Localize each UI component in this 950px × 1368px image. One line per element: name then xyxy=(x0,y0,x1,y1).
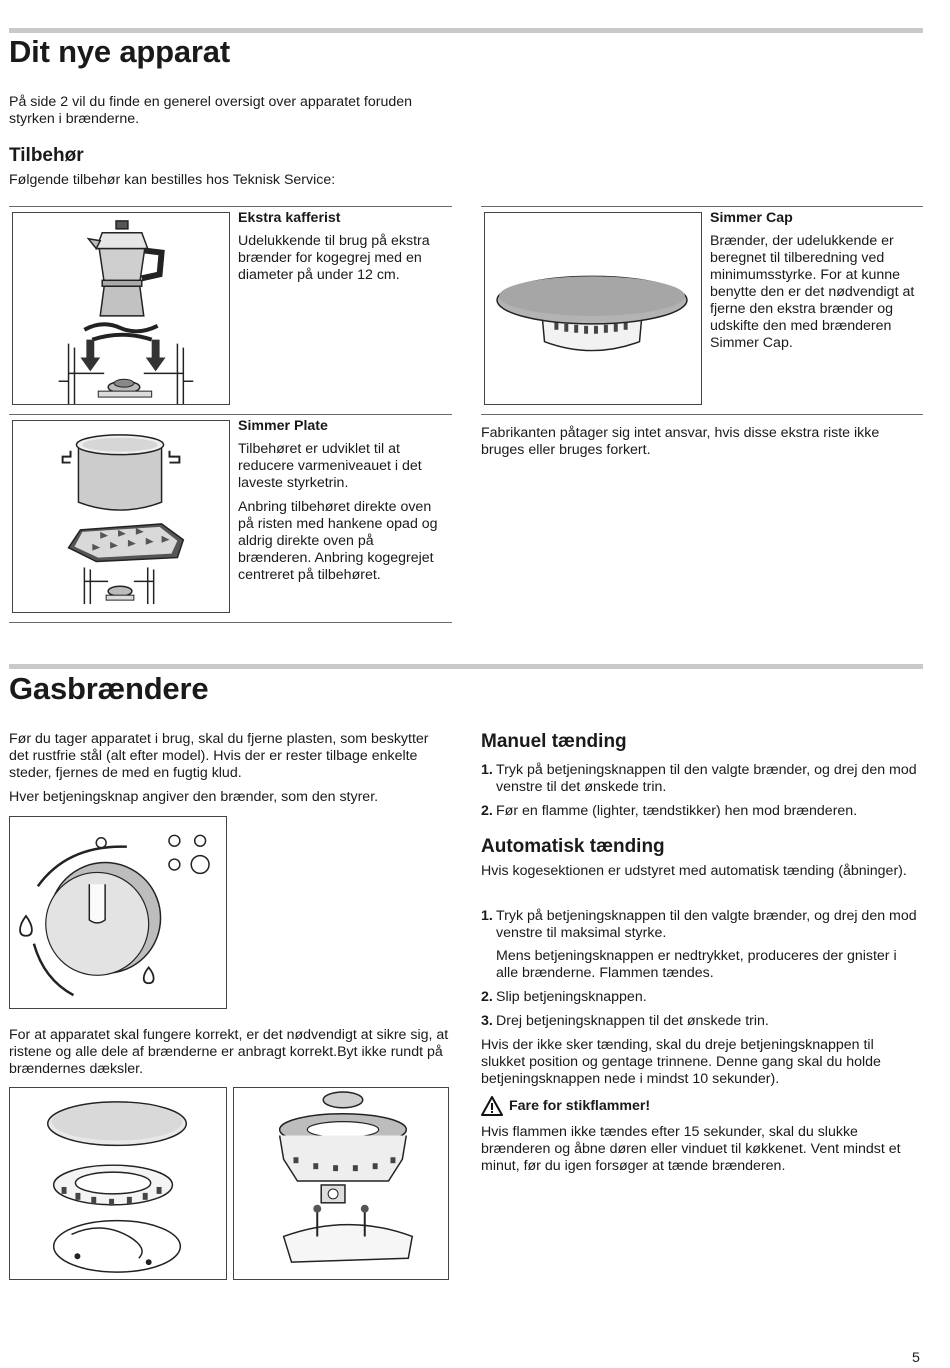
accessory-text-simmer-plate: Tilbehøret er udviklet til at reducere varmeniveauet i det laveste styrketrin. xyxy=(238,441,422,491)
disclaimer-paragraph: Fabrikanten påtager sig intet ansvar, hvis disse ekstra riste ikke bruges eller bruges forkert. xyxy=(481,425,880,458)
accessory-text-simmer-plate-placement: Anbring tilbehøret direkte oven på risten med hankene opad og aldrig direkte oven på brænderen. Anbring kogegrejet centreret på tilbehøret. xyxy=(238,499,438,583)
intro-paragraph: På side 2 vil du finde en generel oversigt over apparatet foruden styrken i brænderne. xyxy=(9,94,413,127)
accessory-divider xyxy=(481,414,923,415)
automatic-ignition-heading: Automatisk tænding xyxy=(481,836,665,857)
step-number: 1. xyxy=(481,762,493,778)
simmer-plate-drawing xyxy=(13,421,229,612)
burner-cap-illustration xyxy=(233,1087,449,1280)
step-number: 3. xyxy=(481,1013,493,1029)
step-item xyxy=(481,989,921,1006)
burner-assembly-illustration xyxy=(9,1087,227,1280)
control-knob-drawing xyxy=(10,817,226,1008)
accessory-text-coffee-grate: Udelukkende til brug på ekstra brænder for kogegrej med en diameter på under 12 cm. xyxy=(238,233,430,283)
simmer-cap-drawing xyxy=(485,213,701,404)
accessories-intro: Følgende tilbehør kan bestilles hos Teknisk Service: xyxy=(9,172,336,188)
accessory-divider xyxy=(9,206,452,207)
accessory-text-simmer-cap: Brænder, der udelukkende er beregnet til tilberedning ved minimumsstyrke. For at kunne benytte den er det nødvendigt at fjerne den ekstra brænder og udskifte den med brænderen Simmer Cap. xyxy=(710,233,915,351)
step-number: 1. xyxy=(481,908,493,924)
page-number: 5 xyxy=(912,1350,920,1366)
knob-indicator-paragraph: Hver betjeningsknap angiver den brænder, som den styrer. xyxy=(9,789,379,805)
coffee-grate-illustration xyxy=(12,212,230,405)
warning-heading xyxy=(481,1096,650,1116)
accessory-divider xyxy=(481,206,923,207)
page-title: Dit nye apparat xyxy=(9,34,230,69)
manual-ignition-heading: Manuel tænding xyxy=(481,731,627,752)
coffee-grate-drawing xyxy=(13,213,229,404)
warning-text: Hvis flammen ikke tændes efter 15 sekunder, skal du slukke brænderen og åbne døren eller vinduet til køkkenet. Vent mindst et minut, før du igen forsøger at tænde brænderen. xyxy=(481,1124,901,1174)
burner-cap-drawing xyxy=(234,1088,448,1279)
control-knob-illustration xyxy=(9,816,227,1009)
step-extra-text: Mens betjeningsknappen er nedtrykket, produceres der gnister i alle brænderne. Flammen tændes. xyxy=(496,948,897,981)
step-item xyxy=(481,762,921,796)
accessory-name-simmer-cap: Simmer Cap xyxy=(710,210,793,226)
burner-assembly-drawing xyxy=(10,1088,226,1279)
plastic-removal-paragraph: Før du tager apparatet i brug, skal du fjerne plasten, som beskytter det rustfrie stål (alt efter model). Hvis der er rester tilbage enkelte steder, fjernes de med en fugtig klud. xyxy=(9,731,429,781)
accessory-name-coffee-grate: Ekstra kafferist xyxy=(238,210,341,226)
step-text: Slip betjeningsknappen. xyxy=(496,989,647,1005)
retry-paragraph: Hvis der ikke sker tænding, skal du dreje betjeningsknappen til slukket position og gentage trinnene. Denne gang skal du holde betjeningsknappen nede i mindst 10 sekunder). xyxy=(481,1037,881,1087)
simmer-plate-illustration xyxy=(12,420,230,613)
step-number: 2. xyxy=(481,803,493,819)
step-number: 2. xyxy=(481,989,493,1005)
section-rule xyxy=(9,664,923,669)
automatic-ignition-steps xyxy=(481,908,921,1037)
correct-assembly-paragraph: For at apparatet skal fungere korrekt, er det nødvendigt at sikre sig, at ristene og alle dele af brænderne er anbragt korrekt.Byt ikke rundt på brændernes dæksler. xyxy=(9,1027,449,1077)
section-title: Gasbrændere xyxy=(9,671,209,706)
step-item xyxy=(481,908,921,982)
step-text: Drej betjeningsknappen til det ønskede trin. xyxy=(496,1013,769,1029)
step-text: Tryk på betjeningsknappen til den valgte brænder, og drej den mod venstre til det ønskede trin. xyxy=(496,762,917,795)
step-item xyxy=(481,1013,921,1030)
accessories-bottom-rule xyxy=(9,622,452,623)
manual-ignition-steps xyxy=(481,762,921,827)
simmer-cap-illustration xyxy=(484,212,702,405)
warning-triangle-icon xyxy=(481,1096,503,1116)
accessory-name-simmer-plate: Simmer Plate xyxy=(238,418,328,434)
step-item xyxy=(481,803,921,820)
accessories-heading: Tilbehør xyxy=(9,145,84,166)
step-text: Tryk på betjeningsknappen til den valgte brænder, og drej den mod venstre til maksimal styrke. xyxy=(496,908,917,941)
warning-title: Fare for stikflammer! xyxy=(509,1098,651,1114)
accessory-divider xyxy=(9,414,452,415)
top-rule xyxy=(9,28,923,33)
automatic-ignition-intro: Hvis kogesektionen er udstyret med automatisk tænding (åbninger). xyxy=(481,863,907,879)
step-text: Før en flamme (lighter, tændstikker) hen mod brænderen. xyxy=(496,803,858,819)
